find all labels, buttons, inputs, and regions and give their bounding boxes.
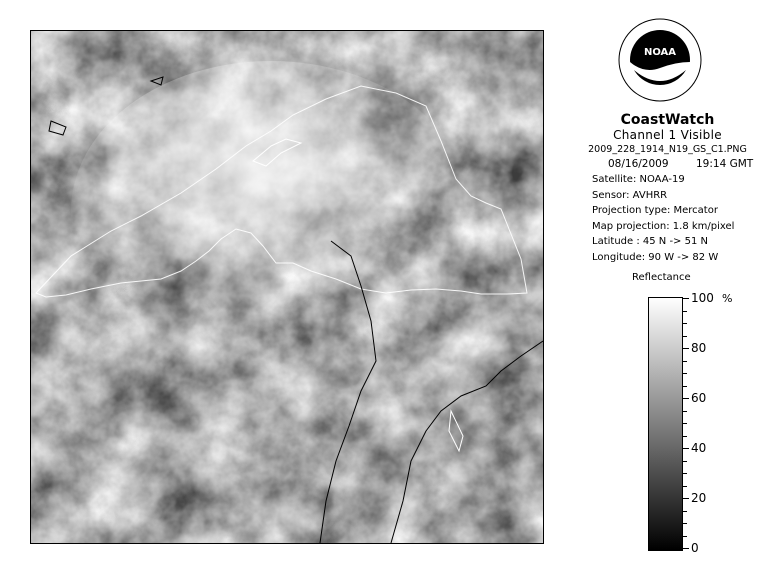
colorbar-tick-label: 80 <box>691 341 707 355</box>
legend-title: Reflectance <box>632 272 691 283</box>
colorbar-tick-label: 40 <box>691 441 707 455</box>
colorbar-tick <box>682 298 689 299</box>
legend-unit: % <box>722 292 733 305</box>
satellite-text: Satellite: NOAA-19 <box>592 174 685 185</box>
colorbar-tick <box>682 498 689 499</box>
colorbar-tick <box>682 373 687 374</box>
colorbar-tick <box>682 523 687 524</box>
colorbar-tick <box>682 411 687 412</box>
filename: 2009_228_1914_N19_GS_C1.PNG <box>588 144 747 155</box>
colorbar-tick-label: 60 <box>691 391 707 405</box>
colorbar-tick <box>682 436 687 437</box>
info-panel <box>560 112 775 265</box>
longitude-text: Longitude: 90 W -> 82 W <box>592 251 719 263</box>
colorbar-tick <box>682 448 689 449</box>
channel-subtitle: Channel 1 Visible <box>613 128 722 142</box>
satellite-imagery <box>31 31 543 543</box>
colorbar-tick <box>682 311 687 312</box>
sensor-text: Sensor: AVHRR <box>592 189 668 201</box>
product-title: CoastWatch <box>620 112 715 128</box>
colorbar-tick-label: 100 <box>691 291 714 305</box>
noaa-seal-icon <box>618 18 702 102</box>
colorbar-tick <box>682 511 687 512</box>
colorbar-tick <box>682 323 687 324</box>
colorbar-tick <box>682 398 689 399</box>
colorbar-tick <box>682 536 687 537</box>
colorbar-tick <box>682 461 687 462</box>
bright-cloud-mass <box>71 61 471 361</box>
noaa-logo <box>618 18 702 102</box>
date-text: 08/16/2009 <box>608 158 669 170</box>
colorbar-tick <box>682 361 687 362</box>
time-text: 19:14 GMT <box>696 158 754 170</box>
latitude-text: Latitude : 45 N -> 51 N <box>592 236 708 247</box>
colorbar-tick <box>682 486 687 487</box>
colorbar-tick <box>682 473 687 474</box>
colorbar-tick <box>682 423 687 424</box>
colorbar-tick-label: 20 <box>691 491 707 505</box>
map-projection-text: Map projection: 1.8 km/pixel <box>592 220 735 232</box>
date-time-row <box>560 157 775 172</box>
projection-type-text: Projection type: Mercator <box>592 205 718 216</box>
colorbar-tick-label: 0 <box>691 541 699 555</box>
colorbar-tick <box>682 548 689 549</box>
colorbar-tick <box>682 386 687 387</box>
colorbar-tick <box>682 336 687 337</box>
logo-center-text: NOAA <box>643 47 677 58</box>
colorbar-tick <box>682 348 689 349</box>
satellite-image <box>30 30 544 544</box>
reflectance-colorbar <box>648 297 683 551</box>
